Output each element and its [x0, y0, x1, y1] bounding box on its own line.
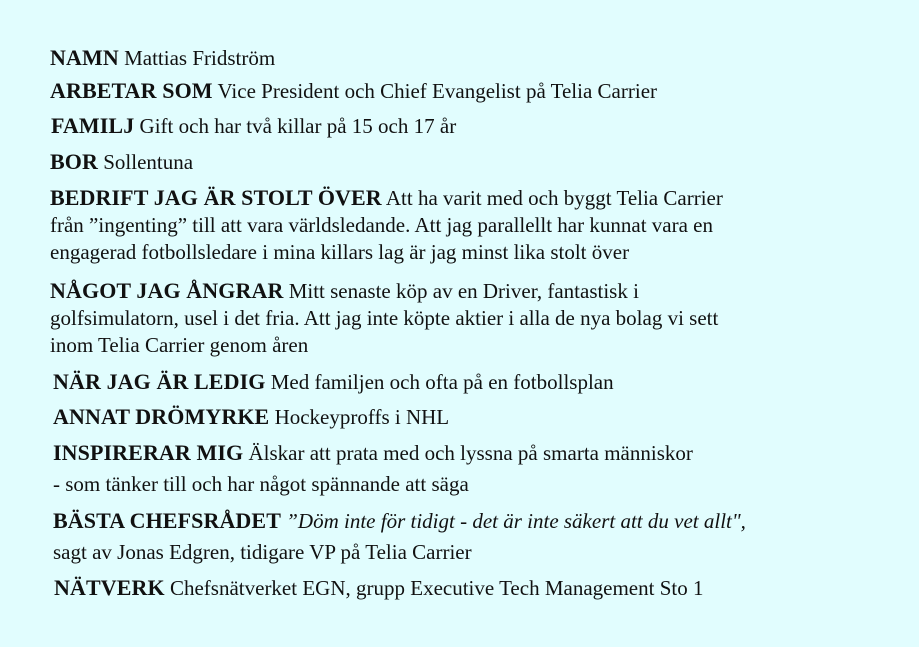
entry-line — [50, 43, 850, 73]
entry-line — [53, 367, 853, 397]
entry-value: - som tänker till och har något spännande att säga — [53, 472, 469, 496]
entry-line — [50, 147, 850, 177]
entry-line — [51, 111, 851, 141]
entry-value: Älskar att prata med och lyssna på smarta människor — [248, 441, 693, 465]
entry-value: Mitt senaste köp av en Driver, fantastisk i — [288, 279, 639, 303]
entry-natverk — [54, 573, 854, 603]
entry-label: NÅGOT JAG ÅNGRAR — [50, 278, 284, 303]
entry-namn — [50, 43, 850, 73]
entry-value: Chefsnätverket EGN, grupp Executive Tech Management Sto 1 — [169, 576, 704, 600]
entry-quote: ”Döm inte för tidigt - det är inte säkert att du vet allt", — [286, 509, 746, 533]
entry-label: NÄTVERK — [54, 575, 165, 600]
entry-label: NAMN — [50, 45, 119, 70]
entry-value: inom Telia Carrier genom åren — [50, 333, 309, 357]
entry-label: FAMILJ — [51, 113, 135, 138]
entry-value: Mattias Fridström — [124, 46, 276, 70]
entry-value: från ”ingenting” till att vara världsledande. Att jag parallellt har kunnat vara en — [50, 213, 713, 237]
entry-value: Sollentuna — [103, 150, 194, 174]
entry-nagot-jag-angrar — [50, 276, 850, 360]
entry-nar-jag-ar-ledig — [53, 367, 853, 397]
entry-value: Att ha varit med och byggt Telia Carrier — [385, 186, 723, 210]
entry-label: ARBETAR SOM — [50, 78, 213, 103]
entry-value: engagerad fotbollsledare i mina killars lag är jag minst lika stolt över — [50, 240, 630, 264]
entry-annat-dromyrke — [53, 402, 853, 432]
entry-inspirerar-mig — [53, 438, 853, 499]
entry-basta-chefsradet — [53, 506, 853, 567]
entry-line — [54, 573, 854, 603]
entry-value: Med familjen och ofta på en fotbollsplan — [270, 370, 614, 394]
entry-label: BÄSTA CHEFSRÅDET — [53, 508, 281, 533]
entry-arbetar-som — [50, 76, 850, 106]
entry-line — [53, 402, 853, 432]
entry-value: Hockeyproffs i NHL — [274, 405, 450, 429]
entry-line — [50, 276, 850, 306]
entry-value: Vice President och Chief Evangelist på Telia Carrier — [217, 79, 658, 103]
entry-bor — [50, 147, 850, 177]
entry-value: Gift och har två killar på 15 och 17 år — [139, 114, 457, 138]
entry-familj — [51, 111, 851, 141]
entry-label: ANNAT DRÖMYRKE — [53, 404, 270, 429]
entry-line — [50, 183, 850, 213]
entry-label: BOR — [50, 149, 98, 174]
entry-value: sagt av Jonas Edgren, tidigare VP på Telia Carrier — [53, 540, 472, 564]
entry-label: BEDRIFT JAG ÄR STOLT ÖVER — [50, 185, 382, 210]
entry-label: NÄR JAG ÄR LEDIG — [53, 369, 266, 394]
entry-label: INSPIRERAR MIG — [53, 440, 244, 465]
entry-line — [53, 506, 853, 536]
entry-line — [50, 76, 850, 106]
entry-value: golfsimulatorn, usel i det fria. Att jag inte köpte aktier i alla de nya bolag vi sett — [50, 306, 719, 330]
entry-line — [53, 438, 853, 468]
entry-bedrift — [50, 183, 850, 267]
